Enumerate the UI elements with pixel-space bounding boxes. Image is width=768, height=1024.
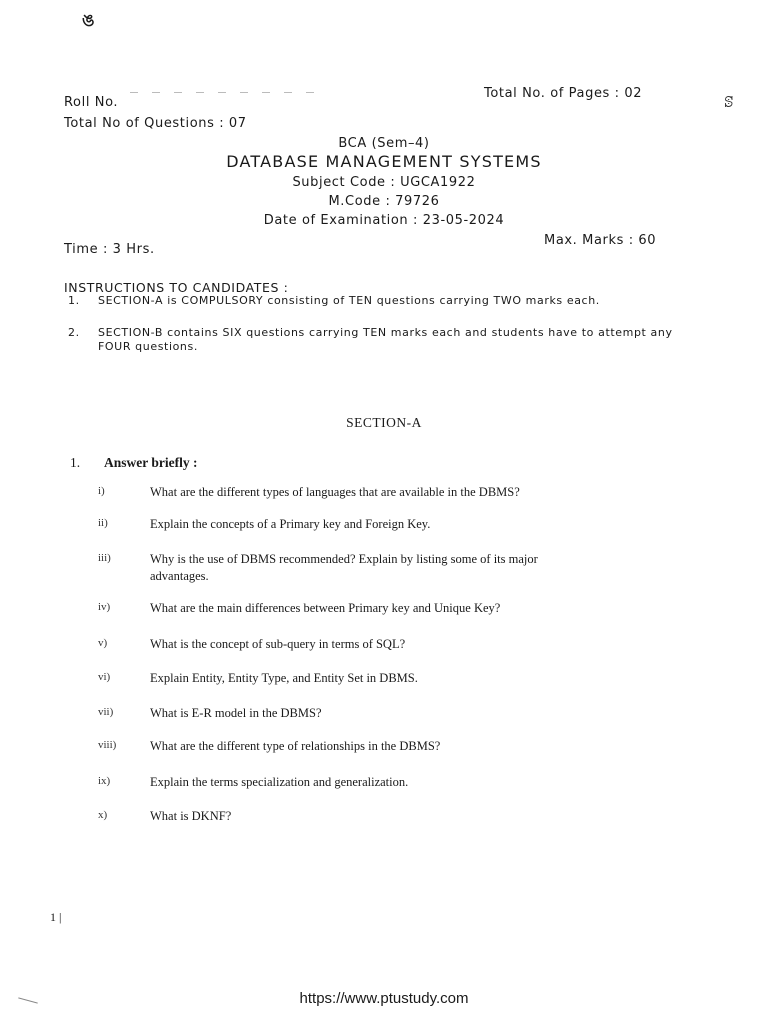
subject-title: DATABASE MANAGEMENT SYSTEMS [226, 152, 542, 171]
sub-question-text: What is E-R model in the DBMS? [150, 706, 322, 720]
sub-question-number: x) [98, 809, 108, 821]
footer-url: https://www.ptustudy.com [299, 990, 469, 1007]
sub-question-number: vi) [98, 671, 111, 683]
sub-question [0, 552, 768, 592]
sub-question [0, 706, 768, 732]
sub-question-number: vii) [98, 706, 114, 718]
sub-question [0, 739, 768, 765]
sub-question-text: What is DKNF? [150, 809, 232, 823]
page-number-mark: 1 | [50, 910, 62, 924]
instruction-item [64, 326, 714, 356]
instruction-text: SECTION-A is COMPULSORY consisting of TEN questions carrying TWO marks each. [98, 294, 600, 307]
sub-question-text: What is the concept of sub-query in terms of SQL? [150, 637, 406, 651]
sub-question [0, 637, 768, 663]
total-questions: Total No of Questions : 07 [64, 116, 247, 131]
corner-mark-top: ঙ [82, 11, 95, 30]
sub-question-number: v) [98, 637, 108, 649]
sub-question-text: Explain the concepts of a Primary key and Foreign Key. [150, 517, 431, 531]
question-text: Answer briefly : [104, 455, 198, 470]
exam-time: Time : 3 Hrs. [64, 242, 155, 257]
sub-question-number: iii) [98, 552, 111, 564]
sub-question [0, 671, 768, 697]
sub-question-text: What are the different type of relationships in the DBMS? [150, 739, 441, 753]
m-code: M.Code : 79726 [328, 194, 440, 209]
sub-question-text-continued: advantages. [150, 569, 209, 583]
sub-question [0, 517, 768, 543]
exam-date: Date of Examination : 23-05-2024 [263, 213, 505, 228]
sub-question [0, 775, 768, 801]
question-number: 1. [70, 455, 81, 470]
sub-question-text: Why is the use of DBMS recommended? Explain by listing some of its major [150, 552, 538, 566]
total-pages: Total No. of Pages : 02 [484, 86, 643, 101]
sub-question [0, 601, 768, 627]
subject-code: Subject Code : UGCA1922 [292, 175, 476, 190]
instruction-item [64, 294, 714, 324]
sub-question-text: What are the different types of languages that are available in the DBMS? [150, 485, 520, 499]
sub-question-number: iv) [98, 601, 111, 613]
course-title: BCA (Sem–4) [338, 136, 430, 151]
instruction-number: 1. [68, 294, 80, 307]
sub-question-text: Explain the terms specialization and generalization. [150, 775, 409, 789]
sub-question-number: ix) [98, 775, 111, 787]
sub-question-number: i) [98, 485, 105, 497]
sub-question-number: ii) [98, 517, 108, 529]
sub-question-text: Explain Entity, Entity Type, and Entity Set in DBMS. [150, 671, 418, 685]
sub-question-text: What are the main differences between Primary key and Unique Key? [150, 601, 501, 615]
sub-question-number: viii) [98, 739, 117, 751]
roll-no-boxes [130, 84, 360, 102]
roll-no-label: Roll No. [64, 95, 119, 110]
sub-question [0, 485, 768, 511]
instruction-text: SECTION-B contains SIX questions carrying TEN marks each and students have to attempt any FOUR questions. [98, 326, 673, 353]
instructions-heading: INSTRUCTIONS TO CANDIDATES : [64, 280, 289, 295]
corner-mark-right: ꕷ [724, 94, 734, 111]
instruction-number: 2. [68, 326, 80, 339]
section-title: SECTION-A [346, 415, 422, 430]
max-marks: Max. Marks : 60 [544, 233, 657, 248]
sub-question [0, 809, 768, 835]
